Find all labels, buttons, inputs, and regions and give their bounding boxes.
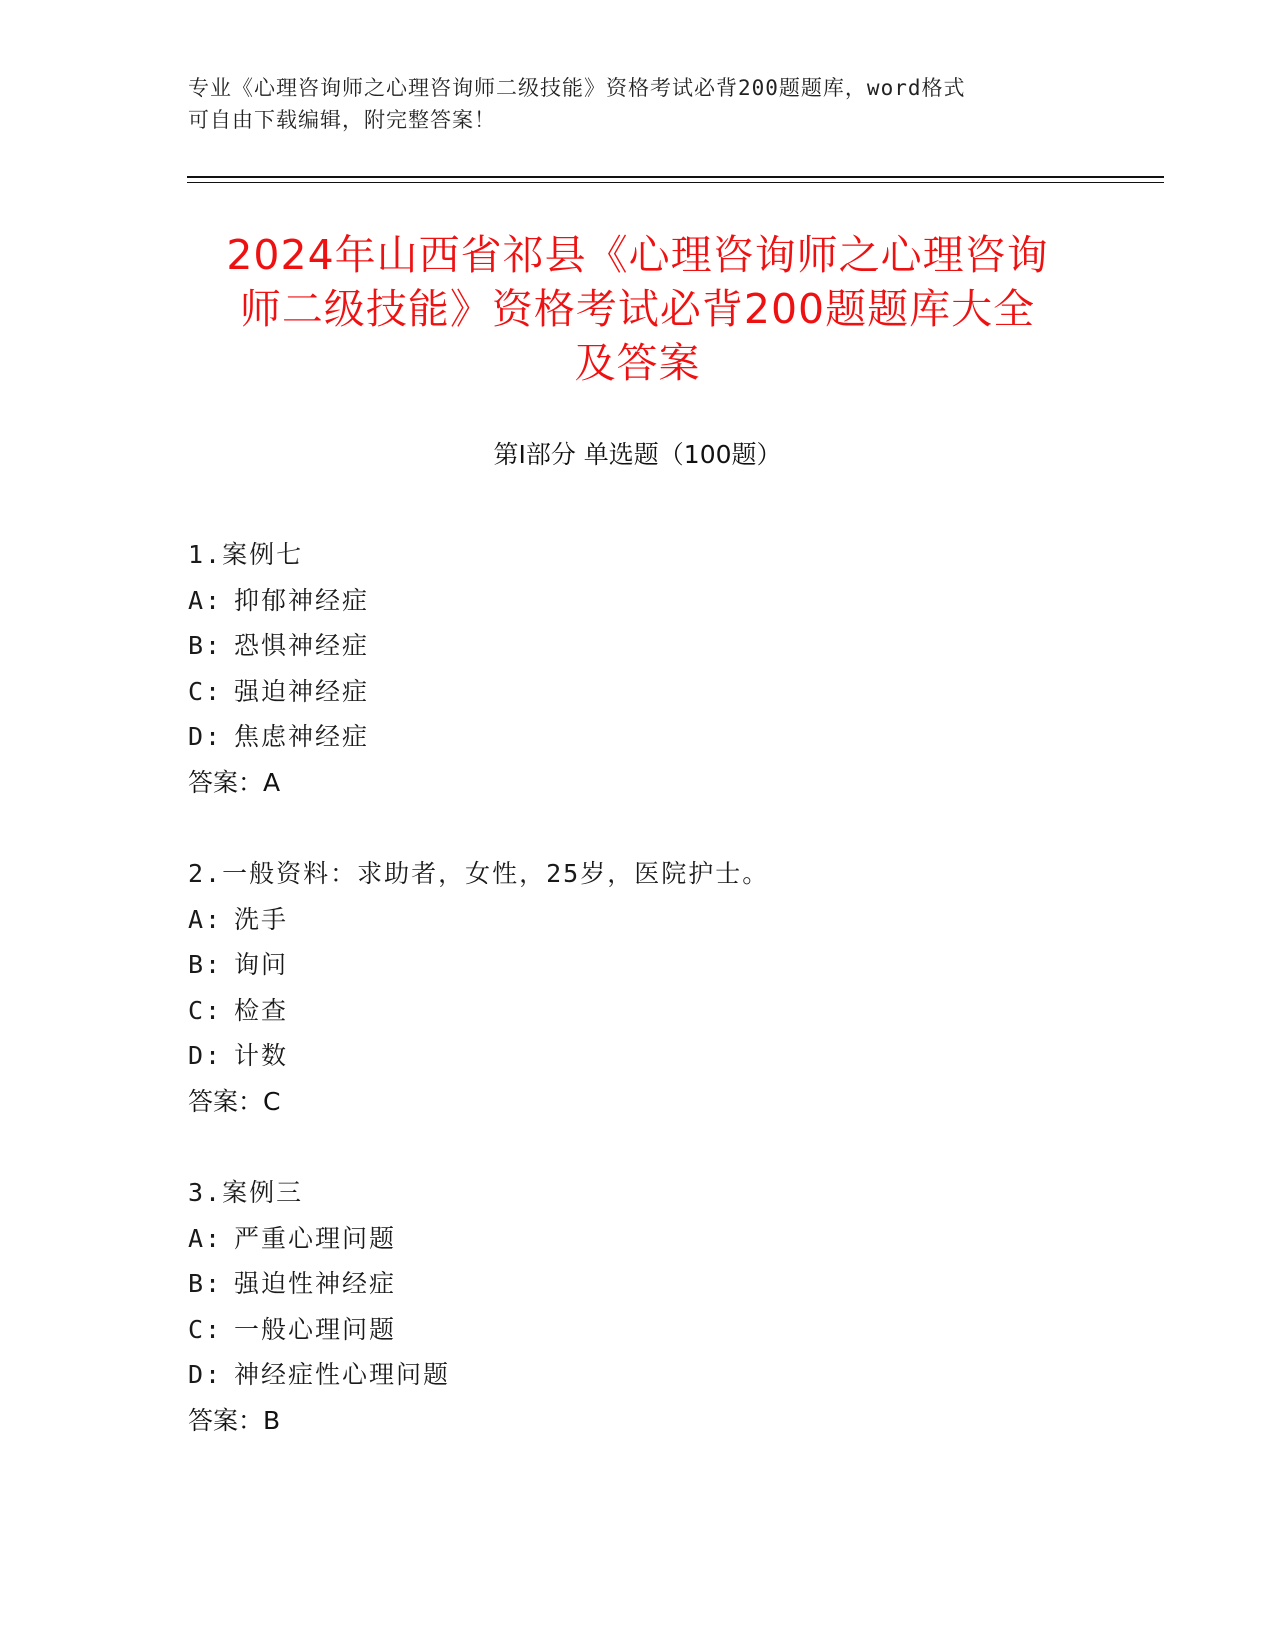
- option-key: D:: [188, 1360, 223, 1389]
- option-text: 严重心理问题: [234, 1223, 397, 1253]
- question-option: [188, 1261, 1088, 1307]
- question-stem: 1.案例七: [188, 540, 304, 569]
- question-option: [188, 1033, 1088, 1079]
- option-text: 强迫神经症: [234, 676, 370, 706]
- option-text: 检查: [234, 995, 289, 1025]
- option-key: C:: [188, 1314, 223, 1344]
- document-title-line-2: 师二级技能》资格考试必背200题题库大全: [239, 285, 1036, 333]
- question-option: [188, 1307, 1088, 1353]
- option-text: 询问: [234, 950, 289, 979]
- option-key: D:: [188, 1041, 223, 1070]
- header-note-line-1: 专业《心理咨询师之心理咨询师二级技能》资格考试必背200题题库，word格式: [188, 76, 966, 100]
- question-option: [188, 623, 1088, 669]
- document-title-line-3: 及答案: [574, 339, 701, 387]
- question-option: [188, 988, 1088, 1034]
- option-key: A:: [188, 585, 223, 615]
- question-item: [188, 532, 1088, 805]
- option-key: B:: [188, 631, 223, 660]
- header-divider-thin: [187, 182, 1164, 183]
- document-title-line-1: 2024年山西省祁县《心理咨询师之心理咨询: [226, 231, 1049, 279]
- option-text: 洗手: [234, 904, 289, 934]
- question-item: [188, 851, 1088, 1124]
- document-title: [160, 228, 1115, 390]
- option-text: 计数: [234, 1041, 289, 1070]
- option-text: 神经症性心理问题: [234, 1360, 451, 1389]
- option-key: A:: [188, 1223, 223, 1253]
- option-key: D:: [188, 722, 223, 751]
- question-option: [188, 578, 1088, 624]
- question-item: [188, 1170, 1088, 1443]
- option-text: 抑郁神经症: [234, 585, 370, 615]
- header-divider-thick: [187, 176, 1164, 178]
- question-answer: 答案：A: [188, 767, 281, 797]
- question-option: [188, 897, 1088, 943]
- question-answer: 答案：B: [188, 1405, 281, 1435]
- question-option: [188, 1352, 1088, 1398]
- question-stem: 3.案例三: [188, 1178, 304, 1207]
- header-note: [188, 72, 1068, 136]
- option-text: 一般心理问题: [234, 1314, 397, 1344]
- option-text: 恐惧神经症: [234, 631, 370, 660]
- option-key: C:: [188, 676, 223, 706]
- header-note-line-2: 可自由下载编辑，附完整答案！: [188, 108, 496, 132]
- question-list: [188, 532, 1088, 1489]
- option-text: 强迫性神经症: [234, 1269, 397, 1298]
- question-option: [188, 1216, 1088, 1262]
- question-answer: 答案：C: [188, 1086, 281, 1116]
- question-option: [188, 669, 1088, 715]
- question-stem: 2.一般资料：求助者，女性，25岁，医院护士。: [188, 859, 770, 888]
- option-key: B:: [188, 950, 223, 979]
- question-option: [188, 942, 1088, 988]
- question-option: [188, 714, 1088, 760]
- section-heading: 第Ⅰ部分 单选题（100题）: [493, 440, 782, 469]
- option-text: 焦虑神经症: [234, 722, 370, 751]
- option-key: C:: [188, 995, 223, 1025]
- option-key: B:: [188, 1269, 223, 1298]
- option-key: A:: [188, 904, 223, 934]
